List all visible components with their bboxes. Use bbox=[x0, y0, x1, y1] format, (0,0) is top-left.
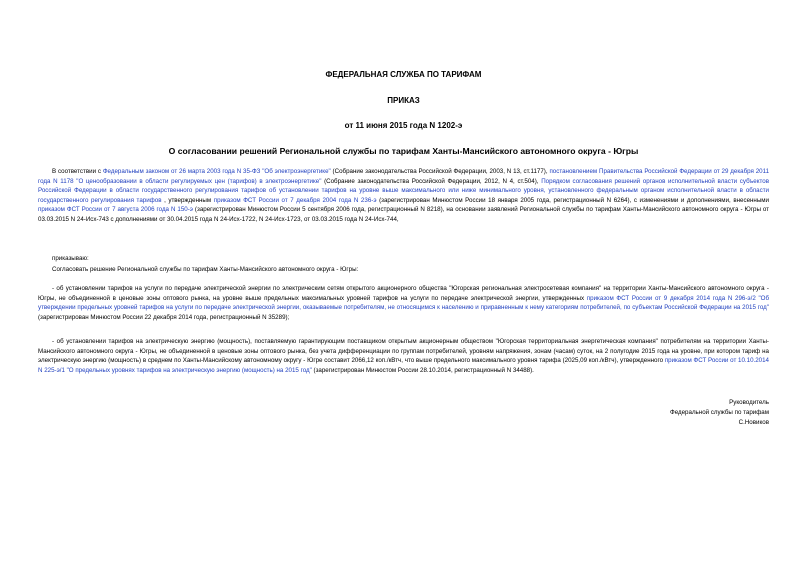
signature-block bbox=[569, 398, 769, 428]
subject-title: О согласовании решений Региональной службы по тарифам Ханты-Мансийского автономного округа - Югры bbox=[168, 146, 639, 156]
tariff-energy-paragraph bbox=[38, 337, 769, 375]
preamble-text-3: (Собрание законодательства Российской Федерации, 2012, N 4, ст.504), bbox=[321, 177, 542, 185]
energy-text-2: (зарегистрирован Минюстом России 28.10.2014, регистрационный N 34488). bbox=[311, 366, 534, 374]
signature-name: С.Новиков bbox=[738, 419, 769, 426]
link-fst-order-150-e[interactable]: приказом ФСТ России от 7 августа 2006 года N 150-э bbox=[38, 206, 193, 213]
signature-role: Руководитель bbox=[729, 399, 769, 406]
transmission-text-1: - об установлении тарифов на услуги по передаче электрической энергии по электрическим сетям открытого акционерного общества "Югорская региональная электросетевая компания" на территории Ханты-Мансийского автономного округа - Югры, не объединенной в ценовые зоны оптового рынка, на уровне выше предельных максимальных уровней тарифов на услуги по передаче электрической энергии, утвержденных bbox=[38, 285, 769, 302]
preamble-text-1: В соответствии с bbox=[52, 168, 103, 175]
preamble-paragraph bbox=[38, 167, 769, 224]
link-approval-procedure[interactable]: Порядком согласования решений органов исполнительной власти субъектов Российской Федерации в области государственного регулирования тарифов об установлении тарифов на уровне выше максимального или ниже минимального уровня, установленного федеральным органом исполнительной власти в области государственного регулирования тарифов bbox=[38, 177, 769, 204]
preamble-text-6: (зарегистрирован Минюстом России 5 сентября 2006 года, регистрационный N 8218), на основании заявлений Региональной службы по тарифам Ханты-Мансийского автономного округа - Югры от 03.03.2015 N 24-Исх-743 с дополнениями от 30.04.2015 года N 24-Исх-1722, N 24-Исх-1723, от 03.03.2015 года N 24-Исх-744, bbox=[38, 206, 770, 223]
doc-type-title: ПРИКАЗ bbox=[387, 96, 420, 105]
preamble-text-2: (Собрание законодательства Российской Федерации, 2003, N 13, ст.1177), bbox=[330, 168, 550, 175]
transmission-text-2: (зарегистрирован Минюстом России 22 декабря 2014 года, регистрационный N 35289); bbox=[38, 313, 290, 321]
link-government-decree-1178[interactable]: постановлением Правительства Российской Федерации от 29 декабря 2011 года N 1178 "О ценообразовании в области регулируемых цен (тарифов) в электроэнергетике" bbox=[38, 168, 770, 185]
preamble-text-4: , утвержденным bbox=[161, 196, 214, 204]
energy-text-1: - об установлении тарифов на электрическую энергию (мощность), поставляемую гарантирующим поставщиком открытым акционерным обществом "Югорская территориальная энергетическая компания" потребителям на территории Ханты-Мансийского автономного округа - Югры, не объединенной в ценовые зоны оптового рынка, без учета дифференциации по группам потребителей, уровням напряжения, зонам (часам) суток, на 2 полугодие 2015 года на уровне, при котором тариф на электрическую энергию (мощность) в среднем по Ханты-Мансийскому автономному округу - Югре составит 2066,12 коп./кВтч, что выше предельного максимального уровня тарифа (2025,09 коп./кВтч), утвержденного bbox=[38, 338, 769, 364]
agree-line: Согласовать решение Региональной службы по тарифам Ханты-Мансийского автономного округа - Югры: bbox=[52, 266, 359, 273]
agency-title: ФЕДЕРАЛЬНАЯ СЛУЖБА ПО ТАРИФАМ bbox=[325, 70, 482, 79]
link-fst-order-225-e1[interactable]: приказом ФСТ России от 10.10.2014 N 225-э/1 "О предельных уровнях тарифов на электрическую энергию (мощность) на 2015 год" bbox=[38, 357, 769, 374]
preamble-text-5: (зарегистрирован Минюстом России 18 января 2005 года, регистрационный N 6264), с изменениями и дополнениями, внесенными bbox=[376, 196, 769, 204]
tariff-transmission-paragraph bbox=[38, 284, 769, 322]
signature-org: Федеральной службы по тарифам bbox=[670, 409, 769, 416]
link-fst-order-296-e2[interactable]: приказом ФСТ России от 9 декабря 2014 года N 296-э/2 "Об утверждении предельных уровней тарифов на услуги по передаче электрической энергии, оказываемые потребителям, не относящимся к населению и приравненным к нему категориям потребителей, по субъектам Российской Федерации на 2015 год" bbox=[38, 294, 770, 311]
order-word: приказываю: bbox=[52, 255, 89, 262]
link-fst-order-236-e[interactable]: приказом ФСТ России от 7 декабря 2004 года N 236-э bbox=[213, 196, 377, 204]
link-federal-law-35-fz[interactable]: Федеральным законом от 26 марта 2003 года N 35-ФЗ "Об электроэнергетике" bbox=[102, 168, 331, 175]
date-number-title: от 11 июня 2015 года N 1202-э bbox=[344, 121, 463, 130]
